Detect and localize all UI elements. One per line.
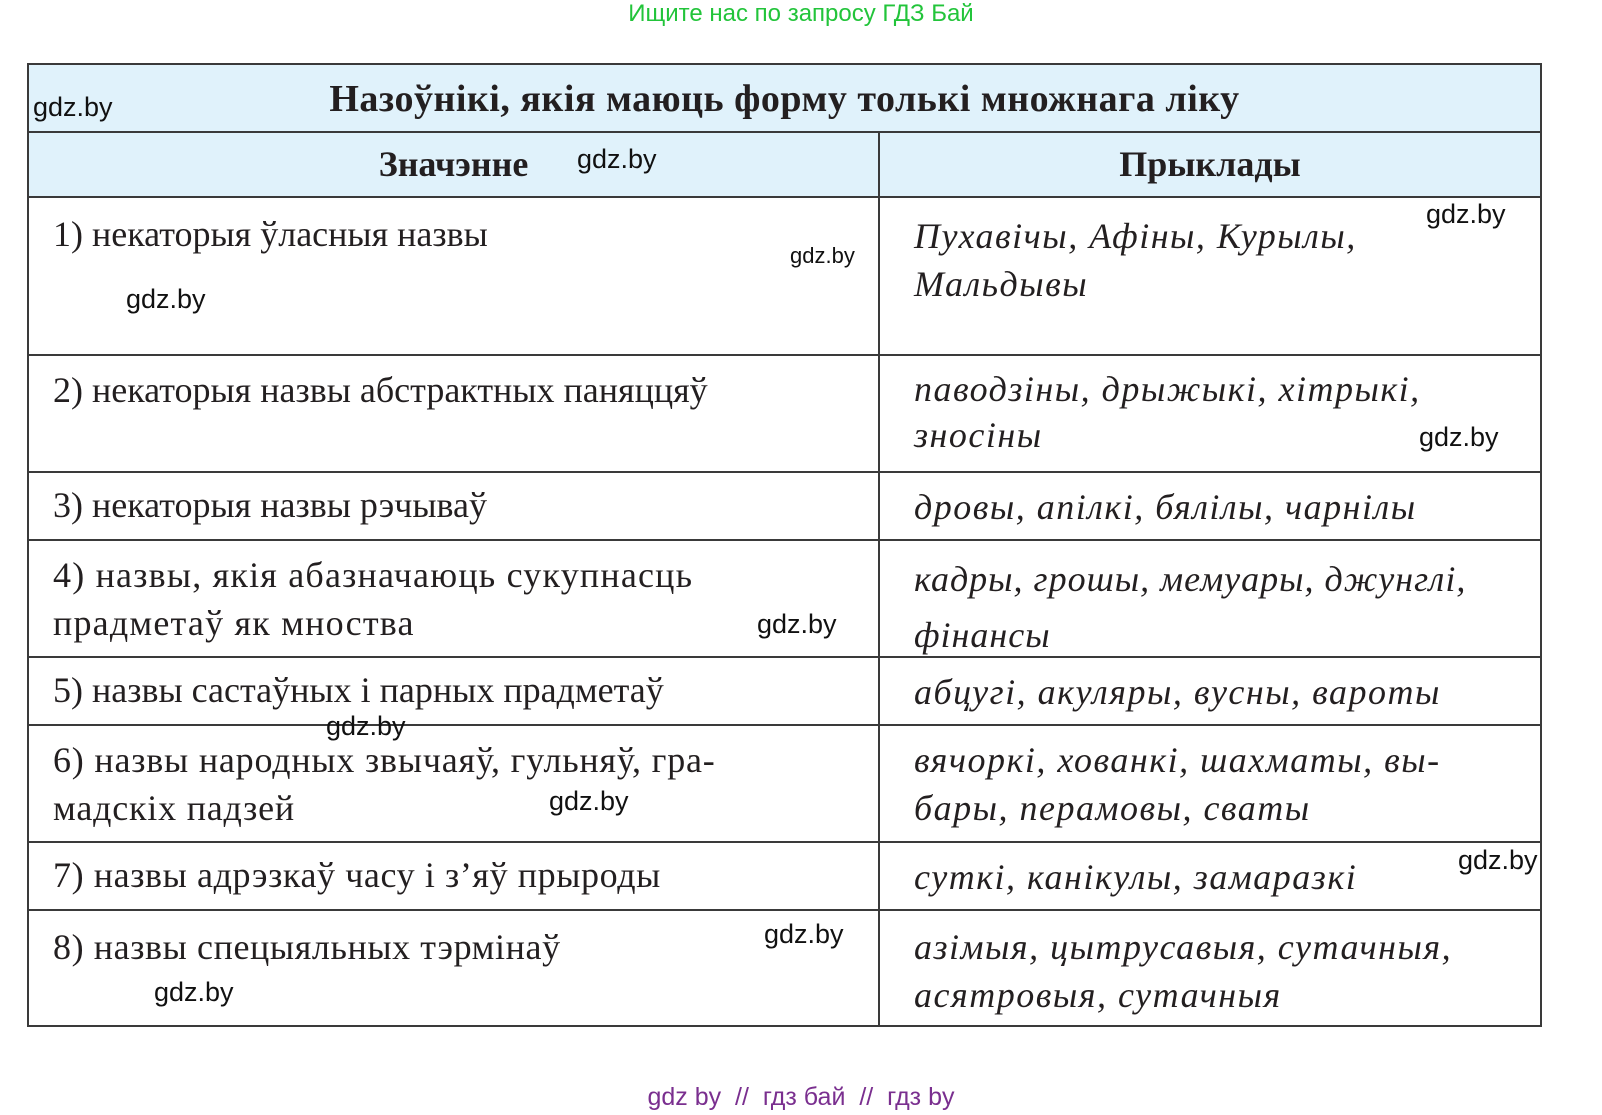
table-row — [29, 658, 1540, 724]
watermark: gdz.by — [126, 284, 206, 314]
table-row — [29, 198, 1540, 354]
watermark: gdz.by — [1458, 845, 1538, 875]
row-examples: паводзіны, дрыжыкі, хітрыкі, зносіны — [914, 369, 1421, 455]
watermark: gdz.by — [764, 919, 844, 949]
table-row — [29, 473, 1540, 539]
table-title-row — [29, 65, 1540, 131]
table-row — [29, 726, 1540, 841]
watermark: gdz.by — [757, 609, 837, 639]
header-meaning: Значэнне — [378, 144, 529, 184]
row-examples: кадры, грошы, мемуары, джунглі, фінансы — [914, 559, 1467, 655]
row-meaning: 3) некаторыя назвы рэчываў — [53, 485, 488, 525]
watermark: gdz.by — [154, 977, 234, 1007]
row-examples: Пухавічы, Афіны, Курылы, Мальдывы — [914, 216, 1357, 304]
row-meaning: 7) назвы адрэзкаў часу і з’яў прыроды — [53, 855, 661, 895]
header-examples: Прыклады — [1119, 144, 1301, 184]
row-meaning: 4) назвы, якія абазначаюць сукупнасць прадметаў як мноства — [53, 555, 694, 643]
table-row — [29, 356, 1540, 471]
row-examples: дровы, апілкі, бялілы, чарнілы — [914, 487, 1417, 527]
row-meaning: 6) назвы народных звычаяў, гульняў, гра-мадскіх падзей — [53, 740, 716, 828]
row-meaning: 5) назвы састаўных і парных прадметаў — [53, 670, 664, 710]
row-examples: вячоркі, хованкі, шахматы, вы-бары, перамовы, сваты — [914, 740, 1441, 828]
watermark: gdz.by — [1426, 199, 1506, 229]
row-examples: абцугі, акуляры, вусны, вароты — [914, 672, 1441, 712]
watermark: gdz.by — [326, 711, 406, 741]
watermark: gdz.by — [549, 786, 629, 816]
table-header-row — [29, 133, 1540, 196]
row-examples: азімыя, цытрусавыя, сутачныя, асятровыя, сутачныя — [914, 927, 1453, 1015]
row-meaning: 1) некаторыя ўласныя назвы — [53, 214, 488, 254]
watermark: gdz.by — [577, 144, 657, 174]
watermark: gdz.by — [790, 243, 855, 268]
footer: gdz by // гдз бай // гдз by — [647, 1083, 955, 1111]
row-meaning: 8) назвы спецыяльных тэрмінаў — [53, 927, 561, 967]
watermark: gdz.by — [1419, 422, 1499, 452]
plural-nouns-table — [27, 63, 1542, 1027]
top-banner: Ищите нас по запросу ГДЗ Бай — [628, 0, 974, 27]
table-title: Назоўнікі, якія маюць форму толькі множнага ліку — [329, 78, 1240, 120]
watermark: gdz.by — [33, 92, 113, 122]
row-meaning: 2) некаторыя назвы абстрактных паняццяў — [53, 370, 708, 410]
row-examples: суткі, канікулы, замаразкі — [914, 857, 1358, 897]
table-row — [29, 843, 1540, 909]
